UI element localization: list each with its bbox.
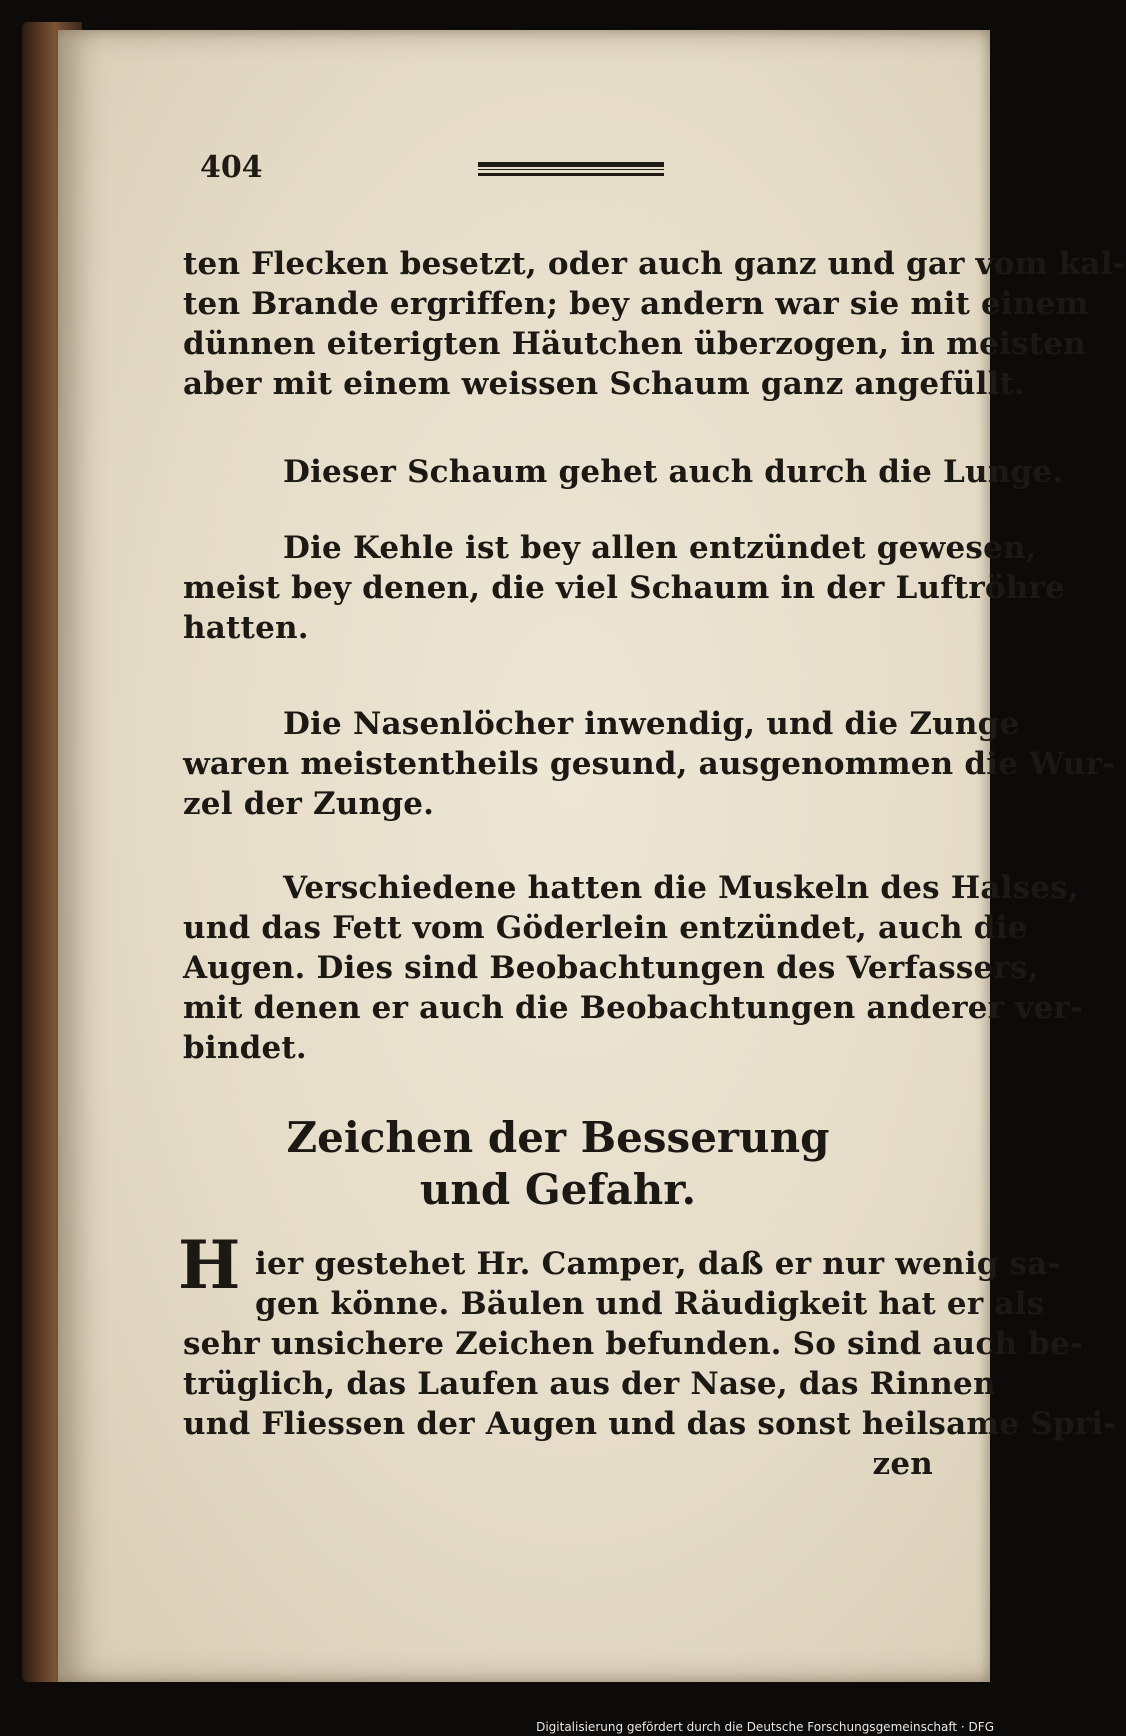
- text-line: hatten.: [183, 610, 309, 646]
- text-line: Die Nasenlöcher inwendig, und die Zunge: [283, 706, 1020, 742]
- drop-initial: H: [178, 1226, 241, 1304]
- section-heading-line-1: Zeichen der Besserung: [286, 1113, 830, 1162]
- text-line: zel der Zunge.: [183, 786, 435, 822]
- page-header: [200, 150, 670, 190]
- text-line: ten Flecken besetzt, oder auch ganz und gar vom kal-: [183, 246, 1126, 282]
- text-line: ten Brande ergriffen; bey andern war sie mit einem: [183, 286, 1089, 322]
- paragraph-2: [183, 452, 1064, 492]
- paragraph-5: [183, 868, 1083, 1068]
- text-line: aber mit einem weissen Schaum ganz angefüllt.: [183, 366, 1026, 402]
- text-line: bindet.: [183, 1030, 307, 1066]
- header-rule: [478, 162, 664, 176]
- section-heading-line-2: und Gefahr.: [419, 1165, 697, 1214]
- text-line: ier gestehet Hr. Camper, daß er nur wenig sa-: [255, 1246, 1061, 1282]
- paragraph-3: [183, 528, 1065, 648]
- section-heading: [183, 1112, 933, 1216]
- text-line: Die Kehle ist bey allen entzündet gewesen,: [283, 530, 1037, 566]
- paragraph-4: [183, 704, 1116, 824]
- text-line: gen könne. Bäulen und Räudigkeit hat er als: [255, 1286, 1045, 1322]
- paragraph-6: [183, 1244, 1117, 1484]
- text-line: waren meistentheils gesund, ausgenommen die Wur-: [183, 746, 1116, 782]
- paragraph-1: [183, 244, 1126, 404]
- text-line: trüglich, das Laufen aus der Nase, das Rinnen: [183, 1366, 996, 1402]
- text-line: Augen. Dies sind Beobachtungen des Verfassers,: [183, 950, 1039, 986]
- text-line: meist bey denen, die viel Schaum in der Luftröhre: [183, 570, 1065, 606]
- text-line: sehr unsichere Zeichen befunden. So sind auch be-: [183, 1326, 1084, 1362]
- text-line: und Fliessen der Augen und das sonst heilsame Spri-: [183, 1406, 1117, 1442]
- digitization-credit: Digitalisierung gefördert durch die Deutsche Forschungsgemeinschaft · DFG: [536, 1720, 994, 1734]
- text-line: und das Fett vom Göderlein entzündet, auch die: [183, 910, 1028, 946]
- text-line: Verschiedene hatten die Muskeln des Halses,: [283, 870, 1079, 906]
- text-line: mit denen er auch die Beobachtungen anderer ver-: [183, 990, 1083, 1026]
- catchword: zen: [872, 1446, 933, 1482]
- text-line: Dieser Schaum gehet auch durch die Lunge.: [283, 454, 1064, 490]
- text-line: dünnen eiterigten Häutchen überzogen, in meisten: [183, 326, 1086, 362]
- page-number: 404: [200, 150, 263, 185]
